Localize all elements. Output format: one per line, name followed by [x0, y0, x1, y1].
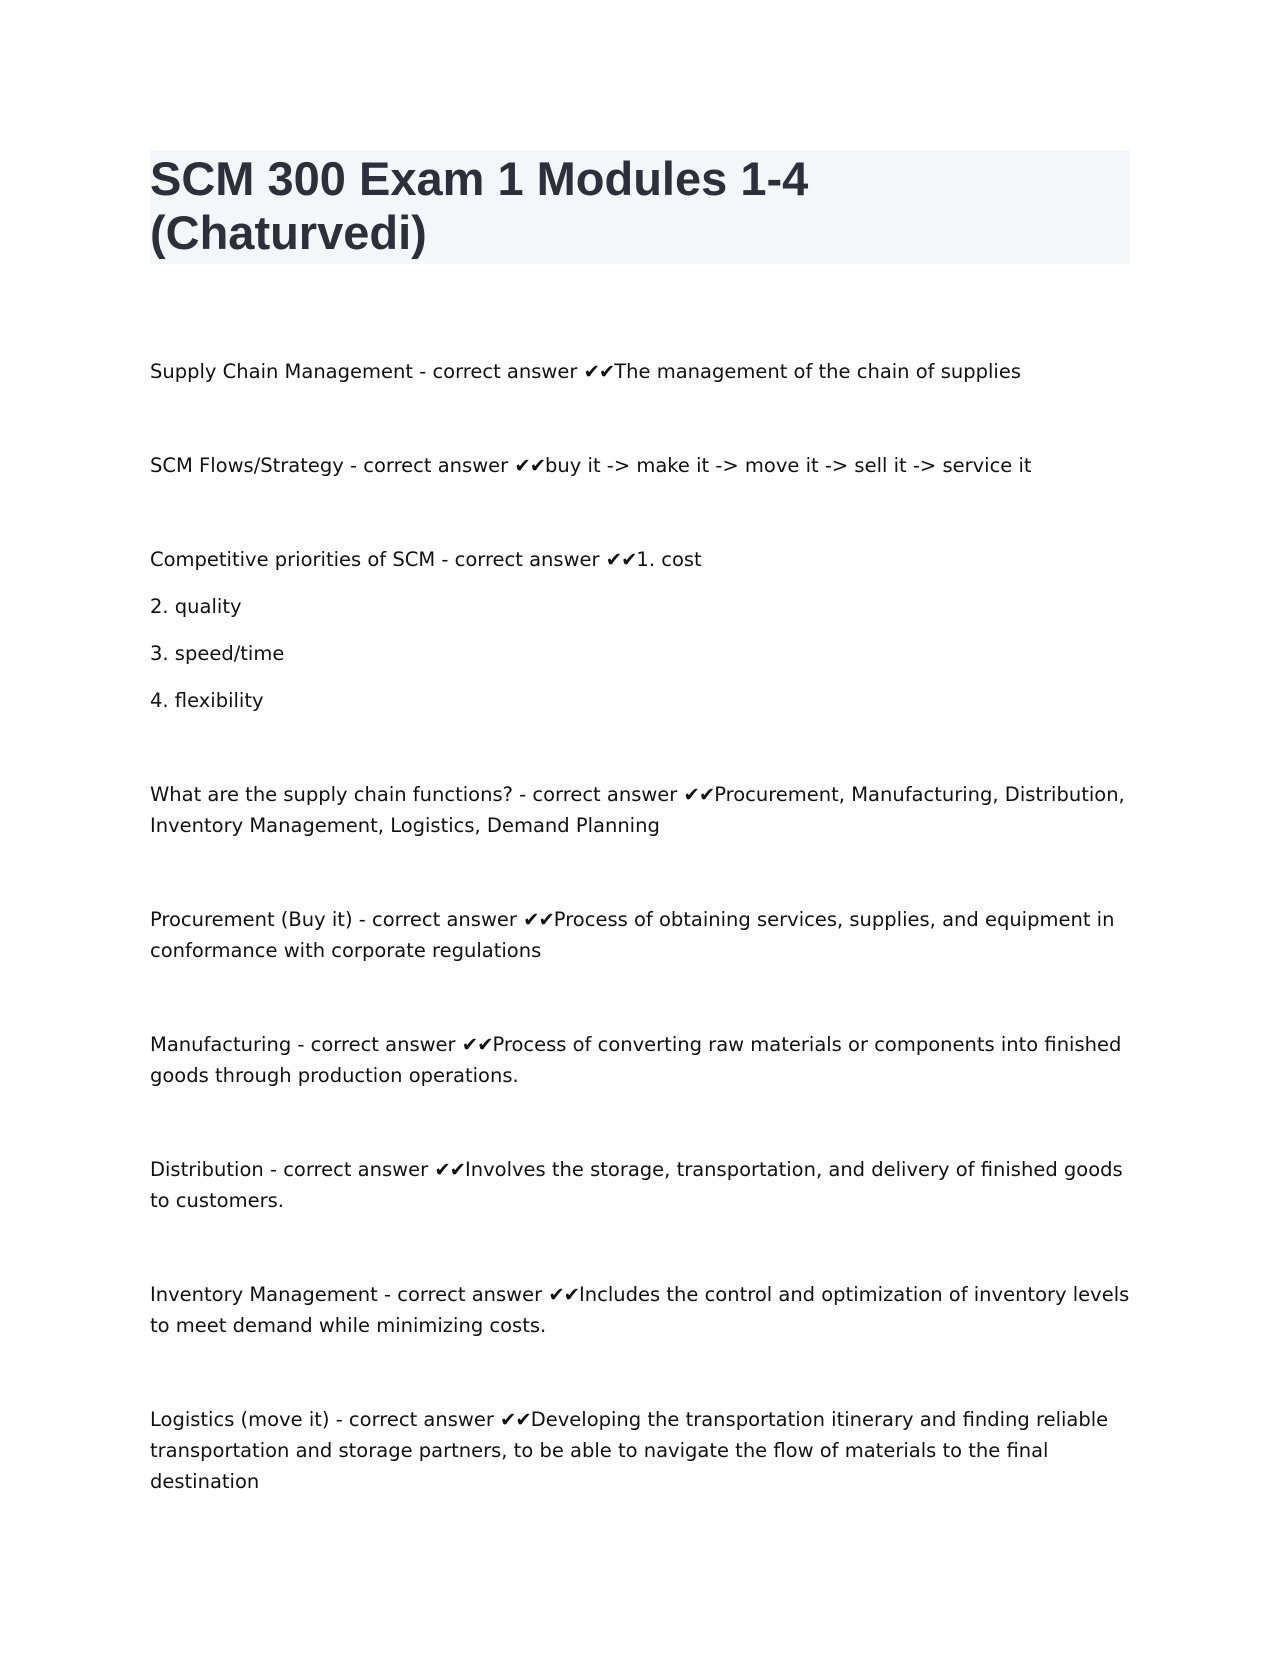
document-page: [150, 150, 1130, 1560]
qa-line: [150, 779, 1130, 841]
qa-list-item: 4. flexibility: [150, 689, 264, 712]
qa-term: SCM Flows/Strategy: [150, 454, 344, 477]
qa-separator: - correct answer: [291, 1033, 462, 1056]
qa-answer: The management of the chain of supplies: [614, 360, 1021, 383]
qa-term: Supply Chain Management: [150, 360, 414, 383]
title-line-2: (Chaturvedi): [150, 206, 427, 259]
qa-entry: [150, 450, 1130, 481]
qa-answer: Procurement, Manufacturing, Distribution, Inventory Management, Logistics, Demand Planning: [150, 783, 1125, 837]
title-block: [150, 150, 1130, 264]
qa-list-item: 3. speed/time: [150, 642, 285, 665]
qa-line: [150, 450, 1130, 481]
check-mark-icon: ✔✔: [500, 1408, 531, 1431]
qa-separator: - correct answer: [329, 1408, 501, 1431]
qa-separator: - correct answer: [435, 548, 606, 571]
qa-term: What are the supply chain functions?: [150, 783, 513, 806]
qa-list: [150, 356, 1130, 1497]
qa-line: [150, 356, 1130, 387]
qa-separator: - correct answer: [343, 454, 515, 477]
check-mark-icon: ✔✔: [548, 1283, 580, 1306]
qa-term: Competitive priorities of SCM: [150, 548, 436, 571]
qa-term: Logistics (move it): [150, 1408, 330, 1431]
qa-answer: Developing the transportation itinerary and finding reliable transportation and storage partners, to be able to navigate the flow of materials to the final destination: [150, 1408, 1109, 1493]
qa-term: Inventory Management: [150, 1283, 378, 1306]
qa-separator: - correct answer: [377, 1283, 549, 1306]
check-mark-icon: ✔✔: [461, 1033, 493, 1056]
qa-entry: [150, 1029, 1130, 1091]
qa-answer: Process of obtaining services, supplies, and equipment in conformance with corporate regulations: [150, 908, 1115, 962]
check-mark-icon: ✔✔: [605, 548, 637, 571]
qa-answer: Involves the storage, transportation, and delivery of finished goods to customers.: [150, 1158, 1123, 1212]
qa-answer: buy it -> make it -> move it -> sell it -> service it: [545, 454, 1032, 477]
qa-term: Manufacturing: [150, 1033, 292, 1056]
qa-line: [150, 1154, 1130, 1216]
title-line-1: SCM 300 Exam 1 Modules 1-4: [150, 152, 809, 205]
qa-entry: [150, 1404, 1130, 1497]
qa-answer: Process of converting raw materials or components into finished goods through production operations.: [150, 1033, 1122, 1087]
qa-entry: [150, 779, 1130, 841]
qa-term: Distribution: [150, 1158, 264, 1181]
qa-entry: [150, 356, 1130, 387]
qa-list-item: 2. quality: [150, 595, 242, 618]
qa-separator: - correct answer: [263, 1158, 435, 1181]
qa-line: [150, 904, 1130, 966]
check-mark-icon: ✔✔: [683, 783, 715, 806]
qa-term: Procurement (Buy it): [150, 908, 353, 931]
qa-answer: Includes the control and optimization of inventory levels to meet demand while minimizing costs.: [150, 1283, 1130, 1337]
check-mark-icon: ✔✔: [434, 1158, 465, 1181]
qa-separator: - correct answer: [352, 908, 524, 931]
check-mark-icon: ✔✔: [514, 454, 546, 477]
qa-line: [150, 1404, 1130, 1497]
qa-entry: [150, 1279, 1130, 1341]
check-mark-icon: ✔✔: [523, 908, 554, 931]
qa-line: [150, 544, 1130, 575]
qa-entry: [150, 544, 1130, 716]
qa-entry: [150, 1154, 1130, 1216]
qa-entry: [150, 904, 1130, 966]
qa-line: [150, 1279, 1130, 1341]
page-title: [150, 152, 1130, 260]
qa-separator: - correct answer: [512, 783, 684, 806]
qa-line: [150, 1029, 1130, 1091]
check-mark-icon: ✔✔: [583, 360, 615, 383]
qa-separator: - correct answer: [413, 360, 584, 383]
qa-answer: 1. cost: [636, 548, 702, 571]
